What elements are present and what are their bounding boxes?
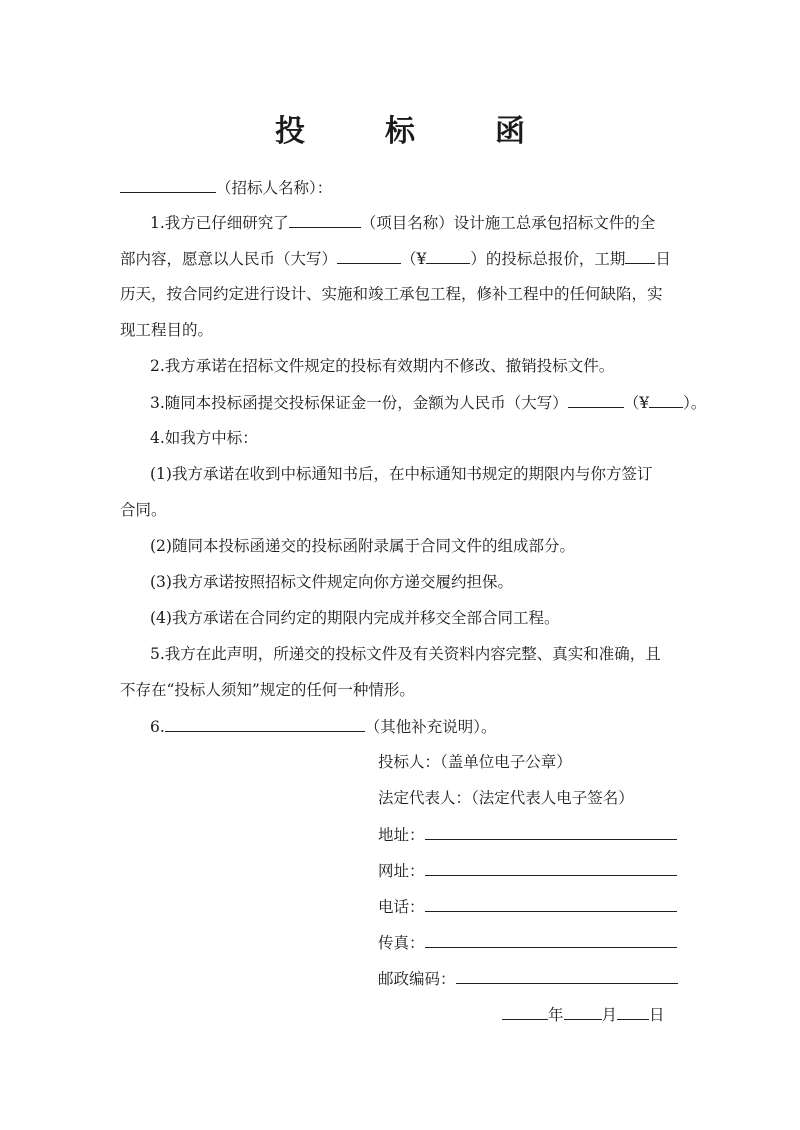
phone-blank[interactable] bbox=[425, 896, 677, 912]
title-char-1: 投 bbox=[275, 114, 305, 149]
month-blank[interactable] bbox=[564, 1004, 602, 1020]
p3-text-b: （¥ bbox=[623, 394, 650, 412]
year-label: 年 bbox=[548, 1006, 564, 1024]
p6-line bbox=[150, 716, 497, 737]
phone-label: 电话： bbox=[378, 898, 425, 916]
fax-blank[interactable] bbox=[425, 932, 677, 948]
bidder-line: 投标人：（盖单位电子公章） bbox=[378, 753, 572, 771]
p4-line: 4.如我方中标： bbox=[150, 429, 258, 447]
p3-text-c: ）。 bbox=[683, 394, 707, 412]
address-line bbox=[378, 824, 677, 845]
p1-text-d: （¥ bbox=[401, 250, 427, 268]
fax-line bbox=[378, 932, 677, 953]
postal-code-line bbox=[378, 968, 678, 989]
p2-line: 2.我方承诺在招标文件规定的投标有效期内不修改、撤销投标文件。 bbox=[150, 357, 615, 375]
p1-line-3: 历天，按合同约定进行设计、实施和竣工承包工程，修补工程中的任何缺陷，实 bbox=[120, 285, 663, 303]
p6-prefix: 6. bbox=[150, 718, 165, 736]
title-char-2: 标 bbox=[385, 114, 415, 149]
p1-line-4: 现工程目的。 bbox=[120, 321, 214, 339]
p1-text-e: ）的投标总报价，工期 bbox=[470, 250, 626, 268]
year-blank[interactable] bbox=[502, 1004, 548, 1020]
p1-line-1 bbox=[150, 212, 655, 233]
p6-suffix: （其他补充说明）。 bbox=[364, 718, 497, 736]
total-price-words-blank[interactable] bbox=[337, 248, 401, 264]
bid-bond-words-blank[interactable] bbox=[568, 392, 624, 408]
p3-text-a: 3.随同本投标函提交投标保证金一份，金额为人民币（大写） bbox=[150, 394, 568, 412]
total-price-number-blank[interactable] bbox=[426, 248, 470, 264]
addressee-suffix: （招标人名称）： bbox=[216, 179, 333, 197]
phone-line bbox=[378, 896, 677, 917]
bid-bond-number-blank[interactable] bbox=[649, 392, 683, 408]
month-label: 月 bbox=[601, 1006, 618, 1024]
p5-line-2: 不存在“投标人须知”规定的任何一种情形。 bbox=[120, 681, 415, 699]
day-label: 日 bbox=[649, 1006, 665, 1024]
p1-line-2 bbox=[120, 248, 671, 269]
postal-code-label: 邮政编码： bbox=[378, 970, 456, 988]
title-char-3: 函 bbox=[495, 114, 525, 149]
address-blank[interactable] bbox=[425, 824, 677, 840]
address-label: 地址： bbox=[378, 826, 425, 844]
p4-3-line: (3)我方承诺按照招标文件规定向你方递交履约担保。 bbox=[150, 573, 513, 591]
duration-days-blank[interactable] bbox=[625, 248, 655, 264]
website-label: 网址： bbox=[378, 862, 425, 880]
postal-code-blank[interactable] bbox=[456, 968, 678, 984]
tenderer-name-blank[interactable] bbox=[120, 177, 216, 193]
day-blank[interactable] bbox=[617, 1004, 649, 1020]
date-line bbox=[502, 1004, 665, 1025]
other-remarks-blank[interactable] bbox=[165, 716, 365, 732]
p1-text-b: （项目名称）设计施工总承包招标文件的全 bbox=[360, 214, 656, 232]
website-line bbox=[378, 860, 677, 881]
p4-2-line: (2)随同本投标函递交的投标函附录属于合同文件的组成部分。 bbox=[150, 537, 575, 555]
addressee-line bbox=[120, 177, 332, 198]
p5-line-1: 5.我方在此声明，所递交的投标文件及有关资料内容完整、真实和准确，且 bbox=[150, 645, 661, 663]
p4-1-line-1: (1)我方承诺在收到中标通知书后，在中标通知书规定的期限内与你方签订 bbox=[150, 465, 653, 483]
p4-4-line: (4)我方承诺在合同约定的期限内完成并移交全部合同工程。 bbox=[150, 609, 560, 627]
p4-1-line-2: 合同。 bbox=[120, 501, 167, 519]
p1-text-a: 1.我方已仔细研究了 bbox=[150, 214, 289, 232]
p1-text-f: 日 bbox=[655, 250, 671, 268]
website-blank[interactable] bbox=[425, 860, 677, 876]
fax-label: 传真： bbox=[378, 934, 425, 952]
project-name-blank[interactable] bbox=[289, 212, 361, 228]
p1-text-c: 部内容，愿意以人民币（大写） bbox=[120, 250, 338, 268]
page-title bbox=[0, 106, 800, 150]
legal-rep-line: 法定代表人：（法定代表人电子签名） bbox=[378, 789, 634, 807]
p3-line bbox=[150, 392, 706, 413]
